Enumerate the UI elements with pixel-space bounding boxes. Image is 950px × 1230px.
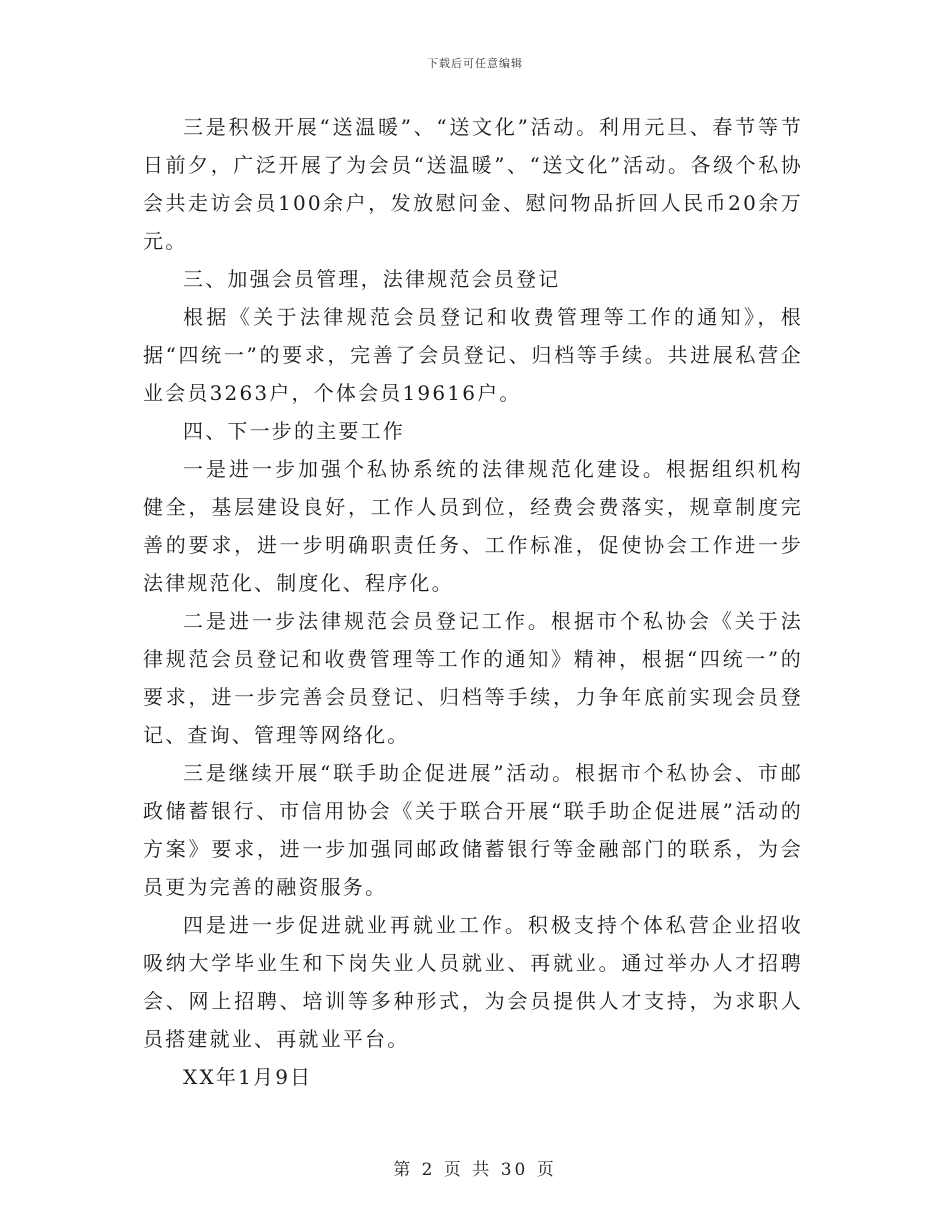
document-date: XX年1月9日: [183, 1065, 313, 1089]
paragraph-step-four: 四是进一步促进就业再就业工作。积极支持个体私营企业招收吸纳大学毕业生和下岗失业人员就业、再就业。通过举办人才招聘会、网上招聘、培训等多种形式，为会员提供人才支持，为求职人员搭建就业、再就业平台。: [143, 913, 803, 1051]
page-number-footer: 第 2 页 共 30 页: [393, 1160, 557, 1180]
paragraph-step-two: 二是进一步法律规范会员登记工作。根据市个私协会《关于法律规范会员登记和收费管理等工作的通知》精神，根据“四统一”的要求，进一步完善会员登记、归档等手续，力争年底前实现会员登记、查询、管理等网络化。: [143, 609, 803, 747]
paragraph-send-warmth: 三是积极开展“送温暖”、“送文化”活动。利用元旦、春节等节日前夕，广泛开展了为会员“送温暖”、“送文化”活动。各级个私协会共走访会员100余户，发放慰问金、慰问物品折回人民币20余万元。: [143, 115, 803, 253]
paragraph-step-one: 一是进一步加强个私协系统的法律规范化建设。根据组织机构健全，基层建设良好，工作人员到位，经费会费落实，规章制度完善的要求，进一步明确职责任务、工作标准，促使协会工作进一步法律规范化、制度化、程序化。: [143, 457, 803, 595]
section-heading-next-steps: 四、下一步的主要工作: [183, 419, 405, 443]
page-header-note: 下载后可任意编辑: [427, 57, 523, 70]
paragraph-registration: 根据《关于法律规范会员登记和收费管理等工作的通知》，根据“四统一”的要求，完善了会员登记、归档等手续。共进展私营企业会员3263户，个体会员19616户。: [143, 305, 803, 405]
document-body: [143, 108, 803, 1096]
section-heading-membership: 三、加强会员管理，法律规范会员登记: [183, 267, 561, 291]
paragraph-step-three: 三是继续开展“联手助企促进展”活动。根据市个私协会、市邮政储蓄银行、市信用协会《关于联合开展“联手助企促进展”活动的方案》要求，进一步加强同邮政储蓄银行等金融部门的联系，为会员更为完善的融资服务。: [143, 761, 803, 899]
